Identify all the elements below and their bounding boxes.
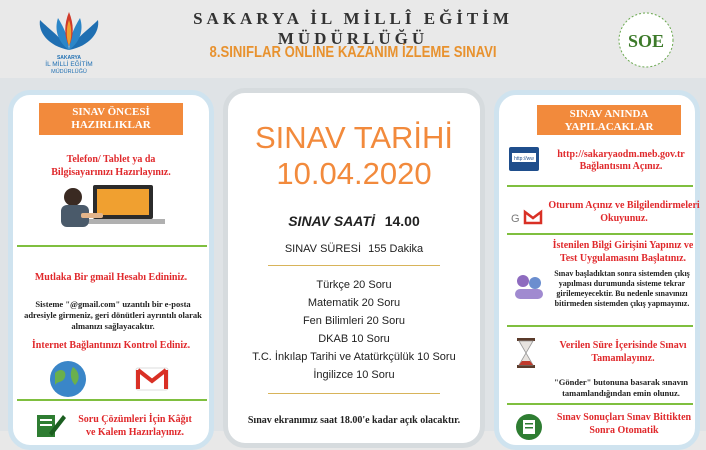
logo-line-2: İL MİLLİ EĞİTİM bbox=[45, 61, 93, 68]
internet-heading: İnternet Bağlantınızı Kontrol Ediniz. bbox=[31, 340, 191, 351]
exam-time bbox=[228, 213, 480, 229]
subject-line: Türkçe 20 Soru bbox=[316, 279, 392, 291]
gmail-heading: Mutlaka Bir gmail Hesabı Edininiz. bbox=[34, 272, 188, 283]
subject-line: Fen Bilimleri 20 Soru bbox=[302, 315, 406, 327]
gmail-body: Sisteme "@gmail.com" uzantılı bir e-posta adresiyle girmeniz, geri dönütleri ayrıntılı olarak almanızı sağlayacaktır. bbox=[24, 299, 202, 331]
exam-duration bbox=[228, 243, 480, 255]
subject-line: T.C. İnkılap Tarihi ve Atatürkçülük 10 Soru bbox=[252, 351, 456, 363]
laptop-icon bbox=[51, 183, 171, 233]
exam-title: 8.SINIFLAR ONLINE KAZANIM İZLEME SINAVI bbox=[209, 44, 497, 61]
org-title: SAKARYA İL MİLLÎ EĞİTİM MÜDÜRLÜĞÜ bbox=[193, 9, 513, 48]
subjects-divider bbox=[268, 393, 440, 394]
hourglass-icon bbox=[515, 337, 537, 369]
site-link-text: http://sakaryaodm.meb.gov.tr Bağlantısını Açınız. bbox=[557, 149, 685, 172]
header bbox=[0, 0, 706, 78]
gmail-icon bbox=[135, 367, 169, 391]
directorate-logo bbox=[28, 6, 110, 76]
section-divider-4 bbox=[507, 403, 693, 405]
subject-line: DKAB 10 Soru bbox=[318, 333, 390, 345]
section-divider bbox=[17, 245, 207, 247]
exam-date-label: SINAV TARİHİ bbox=[254, 120, 454, 155]
duration-divider bbox=[268, 265, 440, 266]
exam-footer-note: Sınav ekranımız saat 18.00'e kadar açık olacaktır. bbox=[247, 415, 461, 426]
before-exam-panel bbox=[8, 90, 214, 450]
gmail-login-icon bbox=[511, 209, 543, 225]
paper-pen-icon bbox=[31, 409, 67, 439]
during-exam-panel bbox=[494, 90, 700, 450]
section-divider-2 bbox=[507, 233, 693, 235]
globe-icon bbox=[47, 359, 89, 399]
exam-time-label: SINAV SAATİ bbox=[288, 213, 375, 229]
paper-pen-heading: Soru Çözümleri İçin Kâğıt ve Kalem Hazırlayınız. bbox=[78, 414, 192, 438]
subject-line: İngilizce 10 Soru bbox=[313, 369, 395, 381]
svg-text:G: G bbox=[511, 213, 520, 225]
results-instruction: Sınav Sonuçları Sınav Bittikten Sonra Otomatik bbox=[556, 412, 692, 436]
exam-time-value: 14.00 bbox=[384, 213, 420, 229]
results-icon bbox=[515, 413, 543, 441]
logo-line-1: SAKARYA bbox=[56, 55, 82, 61]
logo-line-3: MÜDÜRLÜĞÜ bbox=[51, 69, 87, 75]
start-test-instruction: İstenilen Bilgi Girişini Yapınız ve Test Uygulamasını Başlatınız. bbox=[552, 240, 694, 264]
soe-logo bbox=[616, 10, 676, 70]
soe-logo-text: SOE bbox=[627, 31, 665, 51]
section-divider-3 bbox=[507, 325, 693, 327]
section-divider bbox=[507, 185, 693, 187]
no-exit-warning: Sınav başladıktan sonra sistemden çıkış yapılması durumunda sisteme tekrar girilemeyecektir. Bu nedenle sınavınızı bitirmeden sistemden çıkış yapmayınız. bbox=[554, 269, 690, 308]
during-exam-tag: SINAV ANINDA YAPILACAKLAR bbox=[537, 105, 681, 135]
device-prep-text: Telefon/ Tablet ya da Bilgisayarınızı Hazırlayınız. bbox=[51, 154, 171, 178]
login-instruction: Oturum Açınız ve Bilgilendirmeleri Okuyunuz. bbox=[548, 200, 700, 224]
finish-instruction: Verilen Süre İçerisinde Sınavı Tamamlayınız. bbox=[559, 340, 687, 364]
exam-date-value: 10.04.2020 bbox=[276, 156, 432, 191]
exam-duration-label: SINAV SÜRESİ bbox=[284, 243, 362, 255]
browser-icon bbox=[507, 143, 541, 173]
exam-duration-value: 155 Dakika bbox=[368, 243, 424, 255]
browser-url-text: http://ww bbox=[514, 156, 534, 162]
exam-info-panel bbox=[223, 88, 485, 448]
users-icon bbox=[513, 271, 545, 301]
before-exam-tag: SINAV ÖNCESİ HAZIRLIKLAR bbox=[39, 103, 183, 135]
subject-line: Matematik 20 Soru bbox=[307, 297, 401, 309]
section-divider-2 bbox=[17, 399, 207, 401]
submit-note: "Gönder" butonuna basarak sınavın tamamlandığından emin olunuz. bbox=[554, 377, 688, 398]
